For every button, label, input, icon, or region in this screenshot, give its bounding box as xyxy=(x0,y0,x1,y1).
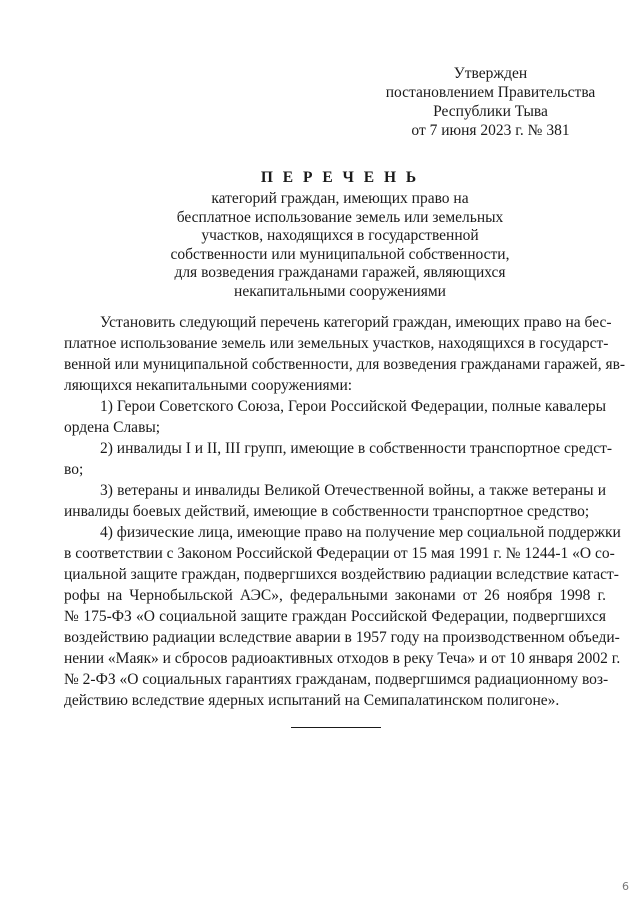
list-item xyxy=(64,438,613,480)
list-item xyxy=(64,396,606,438)
text-line: нении «Маяк» и сбросов радиоактивных отходов в реку Теча» и от 10 января 2002 г. xyxy=(64,650,621,667)
text-line: во; xyxy=(64,461,84,478)
document-subtitle xyxy=(150,190,530,301)
approval-line: постановлением Правительства xyxy=(385,84,596,101)
text-line: 1) Герои Советского Союза, Герои Российской Федерации, полные кавалеры xyxy=(100,398,606,415)
subtitle-line: некапитальными сооружениями xyxy=(234,282,446,300)
list-item xyxy=(64,522,621,711)
text-line: инвалиды боевых действий, имеющие в собственности транспортное средство; xyxy=(64,503,590,520)
document-title: П Е Р Е Ч Е Н Ь xyxy=(260,169,420,186)
text-line: венной или муниципальной собственности, для возведения гражданами гаражей, яв- xyxy=(64,356,626,373)
text-line: рофы на Чернобыльской АЭС», федеральными законами от 26 ноября 1998 г. xyxy=(64,587,606,604)
paragraph-intro xyxy=(64,312,626,396)
text-line: циальной защите граждан, подвергшихся воздействию радиации вследствие катаст- xyxy=(64,566,619,583)
text-line: 2) инвалиды I и II, III групп, имеющие в собственности транспортное средст- xyxy=(100,440,613,457)
text-line: в соответствии с Законом Российской Федерации от 15 мая 1991 г. № 1244-1 «О со- xyxy=(64,545,615,562)
subtitle-line: для возведения гражданами гаражей, являющихся xyxy=(174,264,506,281)
text-line: воздействию радиации вследствие аварии в 1957 году на производственном объеди- xyxy=(64,629,620,646)
approval-stamp xyxy=(383,64,598,140)
text-line: ляющихся некапитальными сооружениями: xyxy=(64,377,353,394)
document-body xyxy=(64,312,626,711)
list-item xyxy=(64,480,606,522)
subtitle-line: категорий граждан, имеющих право на xyxy=(211,190,469,207)
subtitle-line: участков, находящихся в государственной xyxy=(201,227,479,244)
text-line: платное использование земель или земельных участков, находящихся в государст- xyxy=(64,335,609,352)
end-separator-line xyxy=(291,727,381,728)
text-line: № 175-ФЗ «О социальной защите граждан Российской Федерации, подвергшихся xyxy=(64,608,606,625)
approval-line: Утвержден xyxy=(453,65,528,82)
subtitle-line: собственности или муниципальной собственности, xyxy=(170,245,510,263)
text-line: действию вследствие ядерных испытаний на Семипалатинском полигоне». xyxy=(64,692,560,709)
text-line: № 2-ФЗ «О социальных гарантиях гражданам, подвергшимся радиационному воз- xyxy=(64,671,609,688)
page-corner-mark: 6 xyxy=(622,880,629,893)
subtitle-line: бесплатное использование земель или земельных xyxy=(176,208,504,226)
approval-line: от 7 июня 2023 г. № 381 xyxy=(411,122,570,139)
text-line: 3) ветераны и инвалиды Великой Отечественной войны, а также ветераны и xyxy=(100,482,606,499)
text-line: Установить следующий перечень категорий граждан, имеющих право на бес- xyxy=(100,314,612,331)
approval-line: Республики Тыва xyxy=(433,103,548,120)
text-line: ордена Славы; xyxy=(64,419,161,436)
text-line: 4) физические лица, имеющие право на получение мер социальной поддержки xyxy=(100,524,621,541)
document-heading xyxy=(150,168,530,301)
